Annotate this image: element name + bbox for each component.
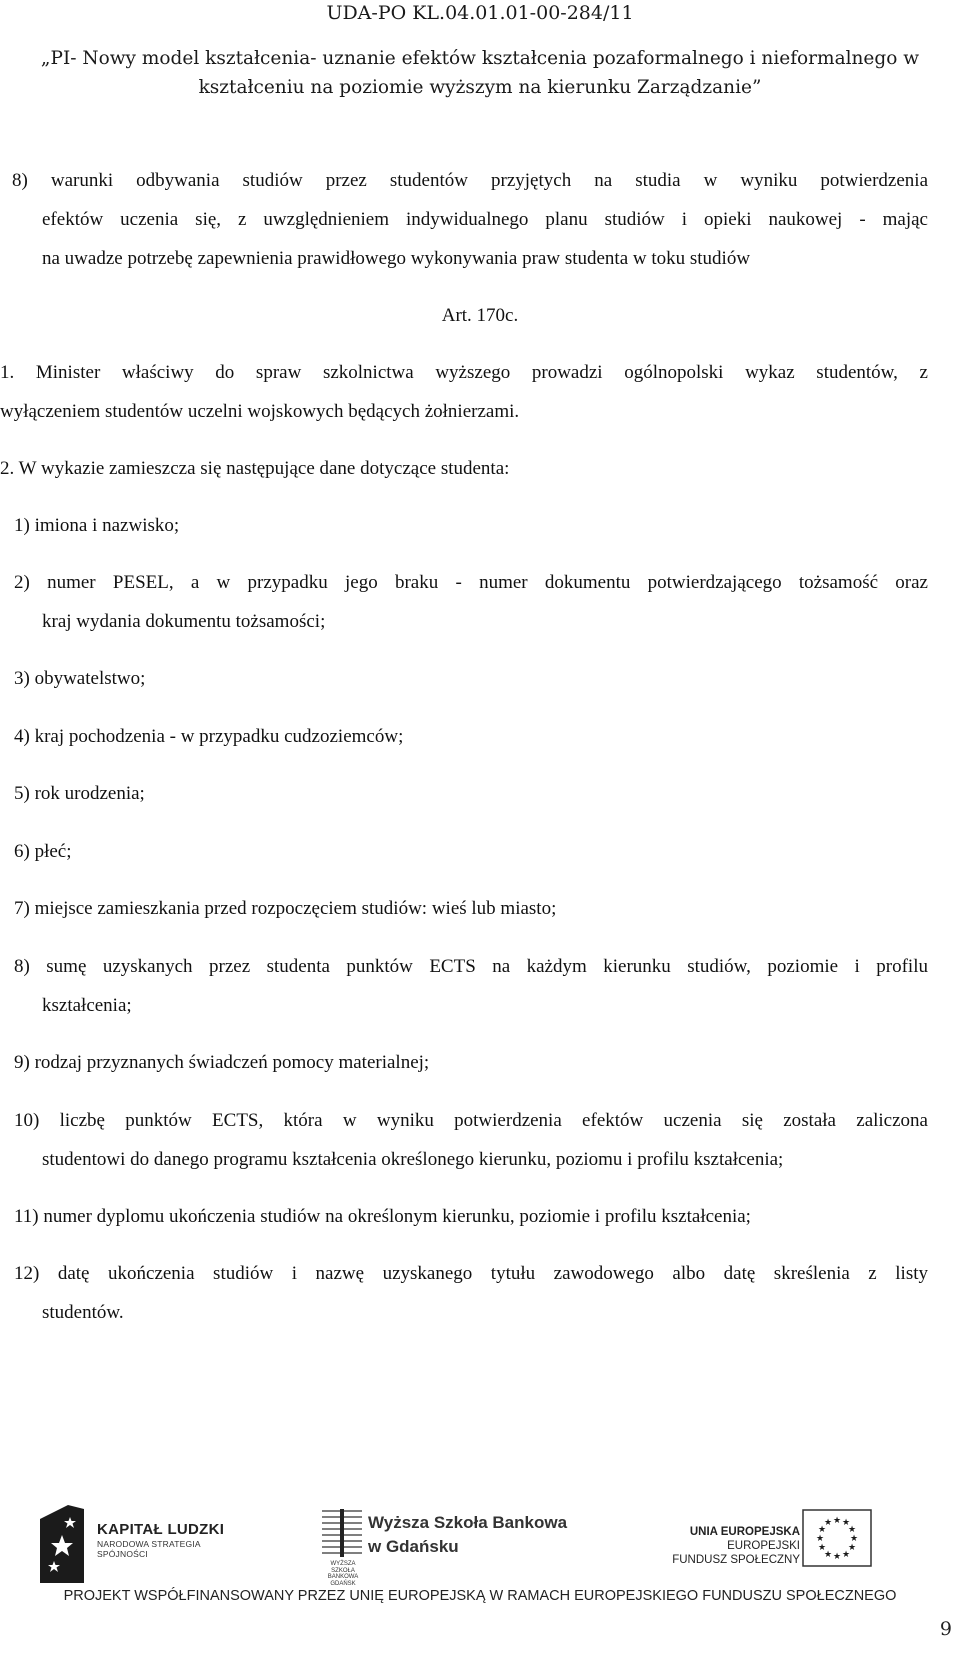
project-title [20, 44, 940, 102]
wsb-name [368, 1511, 567, 1559]
wsb-crest-icon [318, 1507, 366, 1559]
list-item-3: 3) obywatelstwo; [14, 668, 146, 689]
eu-fund-line-2: FUNDUSZ SPOŁECZNY [672, 1554, 800, 1566]
paragraph-2: 2. W wykazie zamieszcza się następujące dane dotyczące studenta: [0, 458, 510, 479]
list-item-5: 5) rok urodzenia; [14, 783, 145, 804]
list-item-8-line-2: kształcenia; [42, 995, 132, 1016]
wsb-name-line-2: w Gdańsku [368, 1537, 459, 1556]
svg-text:★: ★ [817, 1543, 827, 1553]
svg-text:★: ★ [847, 1525, 857, 1535]
project-title-line-1: „PI- Nowy model kształcenia- uznanie efektów kształcenia pozaformalnego i nieformalnego w [40, 48, 920, 69]
kapital-ludzki-logo-icon [40, 1505, 92, 1583]
svg-text:★: ★ [841, 1518, 851, 1528]
eu-name: UNIA EUROPEJSKA [689, 1526, 800, 1538]
project-code: UDA-PO KL.04.01.01-00-284/11 [326, 2, 634, 24]
svg-text:★: ★ [823, 1550, 833, 1560]
eu-fund-name [672, 1525, 800, 1567]
list-item-10-line-1: 10) liczbę punktów ECTS, która w wyniku potwierdzenia efektów uczenia się została zaliczona [14, 1110, 928, 1131]
svg-text:★: ★ [823, 1518, 833, 1528]
svg-text:★: ★ [817, 1525, 827, 1535]
svg-text:★: ★ [841, 1550, 851, 1560]
list-item-9: 9) rodzaj przyznanych świadczeń pomocy materialnej; [14, 1052, 430, 1073]
svg-text:★: ★ [815, 1534, 825, 1544]
paragraph-1-line-1: 1. Minister właściwy do spraw szkolnictwa wyższego prowadzi ogólnopolski wykaz studentów, z [0, 362, 928, 383]
list-item-1: 1) imiona i nazwisko; [14, 515, 180, 536]
list-item-4: 4) kraj pochodzenia - w przypadku cudzoziemców; [14, 726, 404, 747]
eu-fund-line-1: EUROPEJSKI [727, 1540, 800, 1552]
list-item-2-line-1: 2) numer PESEL, a w przypadku jego braku - numer dokumentu potwierdzającego tożsamość oraz [14, 572, 928, 593]
wsb-logo [318, 1507, 608, 1585]
article-heading: Art. 170c. [441, 305, 519, 326]
kapital-ludzki-subtitle: NARODOWA STRATEGIA SPÓJNOŚCI [97, 1539, 201, 1559]
list-item-8-line-1: 8) sumę uzyskanych przez studenta punktów ECTS na każdym kierunku studiów, poziomie i profilu [14, 956, 928, 977]
eu-flag-icon [802, 1509, 872, 1567]
project-cofinancing-note: PROJEKT WSPÓŁFINANSOWANY PRZEZ UNIĘ EUROPEJSKĄ W RAMACH EUROPEJSKIEGO FUNDUSZU SPOŁECZNEGO [63, 1588, 897, 1604]
item-8-line-1: 8) warunki odbywania studiów przez studentów przyjętych na studia w wyniku potwierdzenia [12, 170, 928, 191]
footer-logos [0, 1505, 960, 1585]
list-item-6: 6) płeć; [14, 841, 72, 862]
list-item-12-line-2: studentów. [42, 1302, 124, 1323]
item-8-line-2: efektów uczenia się, z uwzględnieniem indywidualnego planu studiów i opieki naukowej - mając [42, 209, 928, 230]
wsb-small-caption: WYŻSZA SZKOŁA BANKOWA GDAŃSK [327, 1561, 359, 1587]
list-item-12-line-1: 12) datę ukończenia studiów i nazwę uzyskanego tytułu zawodowego albo datę skreślenia z listy [14, 1263, 928, 1284]
svg-text:★: ★ [849, 1534, 859, 1544]
list-item-2-line-2: kraj wydania dokumentu tożsamości; [42, 611, 326, 632]
eu-logo [640, 1509, 880, 1583]
kapital-ludzki-name: KAPITAŁ LUDZKI [97, 1521, 225, 1538]
paragraph-1-line-2: wyłączeniem studentów uczelni wojskowych będących żołnierzami. [0, 401, 520, 422]
list-item-11: 11) numer dyplomu ukończenia studiów na określonym kierunku, poziomie i profilu kształcenia; [14, 1206, 751, 1227]
kapital-ludzki-logo [40, 1505, 250, 1583]
list-item-10-line-2: studentowi do danego programu kształcenia określonego kierunku, poziomu i profilu kształcenia; [42, 1149, 784, 1170]
item-8-line-3: na uwadze potrzebę zapewnienia prawidłowego wykonywania praw studenta w toku studiów [42, 248, 751, 269]
svg-text:★: ★ [832, 1516, 842, 1526]
page-number: 9 [939, 1618, 952, 1640]
wsb-name-line-1: Wyższa Szkoła Bankowa [368, 1513, 568, 1532]
svg-text:★: ★ [847, 1543, 857, 1553]
project-title-line-2: kształceniu na poziomie wyższym na kierunku Zarządzanie” [198, 77, 762, 98]
svg-text:★: ★ [832, 1552, 842, 1562]
list-item-7: 7) miejsce zamieszkania przed rozpoczęciem studiów: wieś lub miasto; [14, 898, 557, 919]
